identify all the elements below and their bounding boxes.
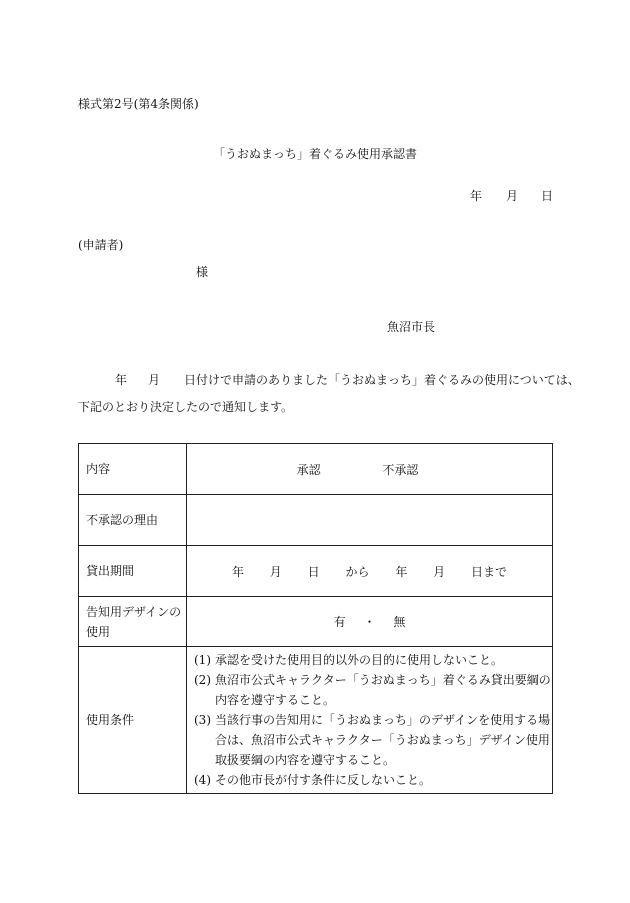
honorific: 様 — [196, 265, 209, 279]
condition-item — [187, 650, 552, 670]
body-month: 月 — [148, 373, 161, 387]
design-label: 告知用デザインの使用 — [79, 597, 187, 647]
period-from: から — [345, 564, 370, 579]
conditions-label: 使用条件 — [79, 647, 187, 794]
conditions-list — [187, 647, 552, 793]
condition-text: その他市長が付す条件に反しないこと。 — [215, 773, 432, 787]
contents-label: 内容 — [79, 444, 187, 495]
body-line1: 日付けで申請のありました「うおぬまっち」着ぐるみの使用については、 — [184, 373, 580, 387]
design-separator: ・ — [363, 615, 376, 629]
body-line2: 下記のとおり決定したので通知します。 — [78, 400, 294, 414]
condition-item — [187, 770, 552, 790]
row-period — [79, 546, 553, 597]
approval-table — [78, 443, 553, 794]
condition-item — [187, 670, 552, 710]
row-reason — [79, 495, 553, 546]
condition-text: 承認を受けた使用目的以外の目的に使用しないこと。 — [215, 653, 504, 667]
contents-value — [187, 444, 553, 495]
form-number: 様式第2号(第4条関係) — [78, 97, 199, 111]
condition-text: 当該行事の告知用に「うおぬまっち」のデザインを使用する場合は、魚沼市公式キャラクター「うおぬまっち」デザイン使用取扱要綱の内容を遵守すること。 — [215, 713, 551, 767]
conditions-value — [187, 647, 553, 794]
reason-value — [187, 495, 553, 546]
condition-number: (1) — [194, 653, 211, 667]
date-year: 年 — [470, 189, 483, 203]
period-month1: 月 — [269, 564, 282, 579]
condition-text: 魚沼市公式キャラクター「うおぬまっち」着ぐるみ貸出要綱の内容を遵守すること。 — [215, 673, 551, 707]
condition-number: (3) — [194, 713, 211, 727]
row-conditions — [79, 647, 553, 794]
condition-number: (4) — [194, 773, 211, 787]
document-title: 「うおぬまっち」着ぐるみ使用承認書 — [212, 147, 417, 161]
body-year: 年 — [115, 373, 128, 387]
date-month: 月 — [506, 189, 519, 203]
period-value — [187, 546, 553, 597]
design-no: 無 — [393, 615, 406, 629]
row-design — [79, 597, 553, 647]
date-day: 日 — [541, 189, 554, 203]
period-day2: 日まで — [471, 564, 508, 579]
row-contents — [79, 444, 553, 495]
design-yes: 有 — [333, 615, 346, 629]
period-year1: 年 — [231, 564, 244, 579]
applicant-label: (申請者) — [78, 238, 124, 252]
approve-option: 承認 — [296, 462, 321, 477]
period-month2: 月 — [433, 564, 446, 579]
condition-number: (2) — [194, 673, 211, 687]
condition-item — [187, 710, 552, 770]
period-day1: 日 — [307, 564, 320, 579]
reject-option: 不承認 — [382, 462, 419, 477]
issuer: 魚沼市長 — [387, 320, 436, 334]
period-label: 貸出期間 — [79, 546, 187, 597]
design-value — [187, 597, 553, 647]
period-year2: 年 — [395, 564, 408, 579]
reason-label: 不承認の理由 — [79, 495, 187, 546]
